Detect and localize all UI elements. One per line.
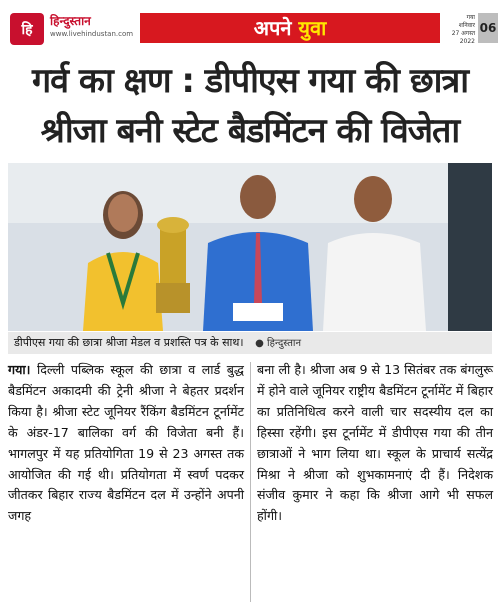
edition-date	[442, 14, 475, 46]
article-column-2	[257, 360, 493, 527]
section-title	[140, 13, 440, 43]
headline	[8, 56, 492, 156]
photo-illustration	[8, 163, 492, 331]
photo-credit-text: हिन्दुस्तान	[267, 338, 302, 349]
edition-city: गया	[466, 14, 475, 21]
section-band	[140, 13, 440, 43]
headline-line1: गर्व का क्षण : डीपीएस गया की छात्रा	[31, 61, 469, 101]
photo-caption	[8, 332, 492, 354]
column-1-text: दिल्ली पब्लिक स्कूल की छात्रा व लार्ड बुद्ध बैडमिंटन अकादमी की ट्रेनी श्रीजा ने बेहतर प्रदर्शन किया है। श्रीजा स्टेट जूनियर रैंकिंग बैडमिंटन टूर्नामेंट के अंडर-17 बालिका वर्ग की विजेता बनी हैं। भागलपुर में यह प्रतियोगिता 19 से 23 अगस्त तक आयोजित की गई थी। प्रतियोगता में स्वर्ण पदकर जीतकर बिहार राज्य बैडमिंटन दल में उन्होंने अपनी जगह	[8, 362, 244, 524]
column-2-text: बना ली है। श्रीजा अब 9 से 13 सितंबर तक बंगलुरू में होने वाले जूनियर राष्ट्रीय बैडमिंटन टूर्नामेंट में बिहार का प्रतिनिधित्व करने वाली चार सदस्यीय दल का हिस्सा रहेंगी। इस टूर्नामेंट में डीपीएस गया की तीन छात्राओं ने भाग लिया था। स्कूल के प्राचार्य सत्येंद्र मिश्रा ने श्रीजा को शुभकामनाएं दी हैं। निदेशक संजीव कुमार ने कहा कि श्रीजा आगे भी सफल होंगी।	[257, 362, 493, 524]
article-column-1	[8, 360, 244, 527]
column-divider	[250, 362, 251, 602]
news-photo	[8, 163, 492, 331]
dateline: गया।	[8, 362, 31, 377]
logo-letter: हि	[21, 21, 33, 38]
brand-name: हिन्दुस्तान	[50, 14, 91, 28]
photo-credit: ● हिन्दुस्तान	[255, 338, 302, 349]
hindustan-logo-icon	[10, 13, 44, 45]
section-title-part1: अपने	[253, 16, 292, 40]
caption-text: डीपीएस गया की छात्रा श्रीजा मेडल व प्रशस्ति पत्र के साथ।	[14, 336, 244, 349]
website: www.livehindustan.com	[50, 30, 134, 38]
edition-full-date: 27 अगस्त 2022	[451, 30, 475, 45]
masthead	[0, 0, 500, 50]
page-number: 06	[478, 13, 498, 43]
headline-line2: श्रीजा बनी स्टेट बैडमिंटन की विजेता	[40, 111, 460, 151]
section-title-part2: युवा	[298, 16, 327, 40]
edition-day: शनिवार	[458, 22, 475, 29]
